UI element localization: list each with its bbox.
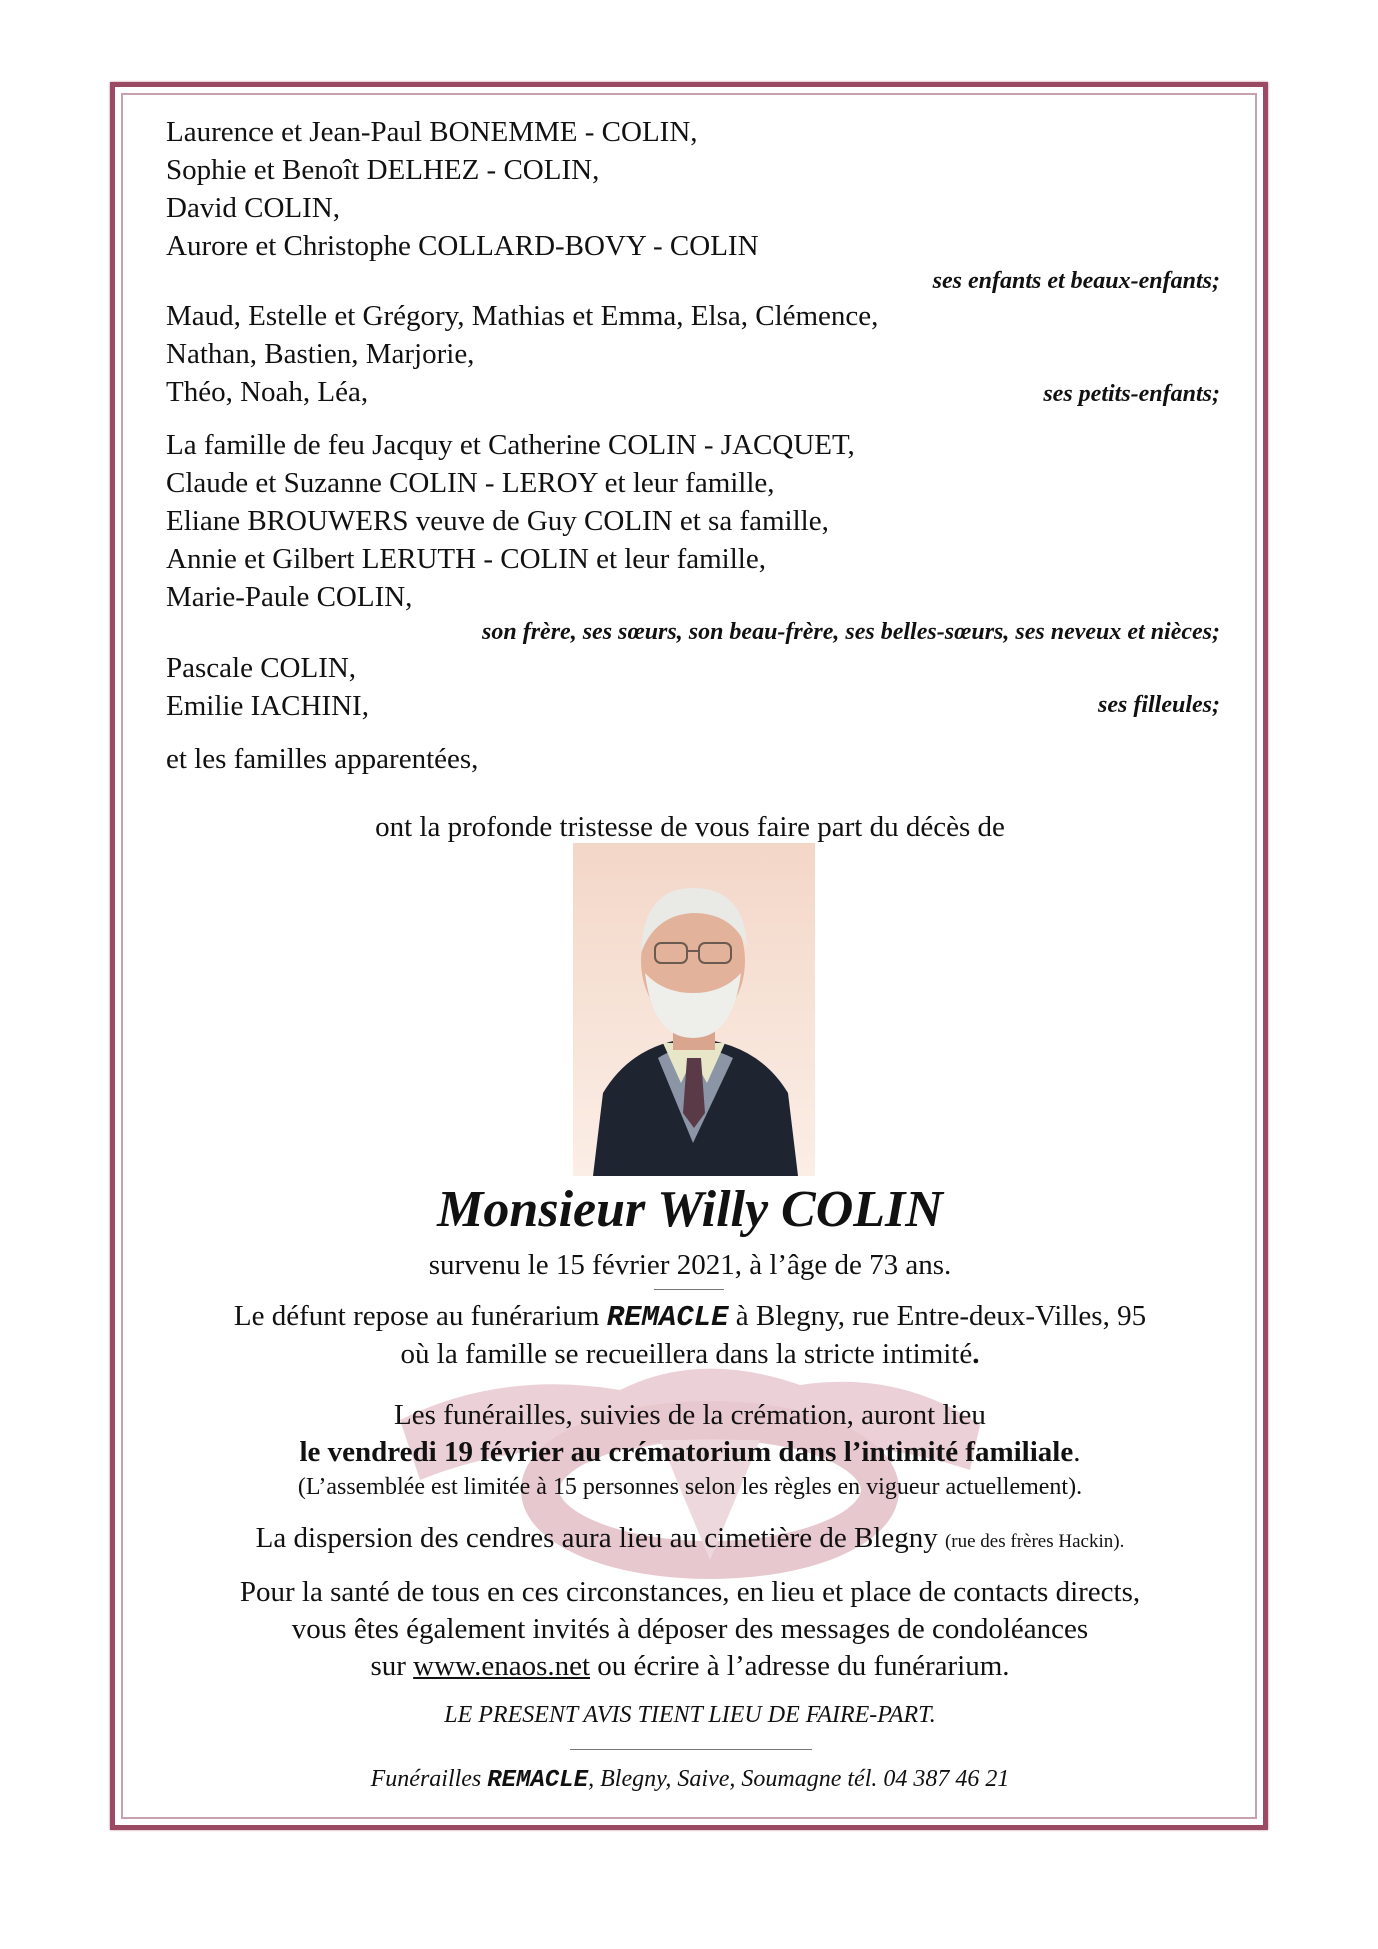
notice: LE PRESENT AVIS TIENT LIEU DE FAIRE-PART.: [444, 1702, 936, 1728]
rest-line-1: [140, 1298, 1240, 1336]
portrait-photo: [573, 843, 815, 1176]
family-line: Emilie IACHINI,: [166, 690, 369, 722]
separator: [654, 1289, 724, 1290]
deceased-name: Monsieur Willy COLIN: [437, 1181, 943, 1238]
relation-label: ses enfants et beaux-enfants;: [932, 268, 1220, 294]
health-line-3: [140, 1648, 1240, 1684]
death-info: survenu le 15 février 2021, à l’âge de 73 ans.: [428, 1249, 952, 1281]
family-line: Annie et Gilbert LERUTH - COLIN et leur famille,: [166, 543, 766, 575]
footer-prefix: Funérailles: [370, 1766, 488, 1792]
rest-prefix: Le défunt repose au funérarium: [233, 1300, 607, 1332]
rest-suffix: à Blegny, rue Entre-deux-Villes, 95: [728, 1300, 1147, 1332]
funeral-date: le vendredi 19 février au crématorium dans l’intimité familiale: [299, 1436, 1074, 1468]
funeral-line-3: (L’assemblée est limitée à 15 personnes selon les règles en vigueur actuellement).: [297, 1474, 1083, 1500]
relation-label: son frère, ses sœurs, son beau-frère, ses belles-sœurs, ses neveux et nièces;: [482, 619, 1220, 645]
health-line-2: vous êtes également invités à déposer des messages de condoléances: [291, 1613, 1089, 1645]
health-line-3-prefix: sur: [370, 1650, 414, 1682]
footer-brand: REMACLE: [487, 1767, 589, 1794]
family-line: Claude et Suzanne COLIN - LEROY et leur famille,: [166, 467, 775, 499]
ashes-line: [140, 1520, 1240, 1560]
health-line-3-suffix: ou écrire à l’adresse du funérarium.: [590, 1650, 1010, 1682]
family-line: Laurence et Jean-Paul BONEMME - COLIN,: [166, 116, 698, 148]
rest-line-2-text: où la famille se recueillera dans la stricte intimité: [400, 1338, 973, 1370]
family-line: Aurore et Christophe COLLARD-BOVY - COLIN: [166, 230, 759, 262]
relation-label: ses petits-enfants;: [1043, 381, 1220, 407]
related-families: et les familles apparentées,: [166, 743, 479, 775]
family-line: Pascale COLIN,: [166, 652, 357, 684]
condolences-link[interactable]: www.enaos.net: [413, 1650, 591, 1682]
funeral-line-1: Les funérailles, suivies de la crémation, auront lieu: [394, 1399, 986, 1431]
family-line: David COLIN,: [166, 192, 340, 224]
family-line: Marie-Paule COLIN,: [166, 581, 413, 613]
family-line: Sophie et Benoît DELHEZ - COLIN,: [166, 154, 600, 186]
family-line: Maud, Estelle et Grégory, Mathias et Emma, Elsa, Clémence,: [166, 300, 879, 332]
funeral-home-name: REMACLE: [606, 1301, 729, 1334]
funeral-line-2-end: .: [1073, 1436, 1081, 1468]
family-line: Théo, Noah, Léa,: [166, 376, 369, 408]
funeral-line-2: [140, 1434, 1240, 1470]
family-line: La famille de feu Jacquy et Catherine COLIN - JACQUET,: [166, 429, 855, 461]
relation-label: ses filleules;: [1098, 692, 1220, 718]
footer-suffix: , Blegny, Saive, Soumagne tél. 04 387 46 21: [588, 1766, 1010, 1792]
announcement: ont la profonde tristesse de vous faire part du décès de: [375, 811, 1005, 843]
ashes-text: La dispersion des cendres aura lieu au cimetière de Blegny: [255, 1522, 945, 1554]
family-line: Eliane BROUWERS veuve de Guy COLIN et sa famille,: [166, 505, 829, 537]
rest-line-2: [140, 1336, 1240, 1372]
ashes-address: (rue des frères Hackin).: [944, 1531, 1125, 1552]
footer-separator: [570, 1749, 812, 1750]
rest-line-2-end: .: [972, 1338, 980, 1370]
family-line: Nathan, Bastien, Marjorie,: [166, 338, 475, 370]
health-line-1: Pour la santé de tous en ces circonstances, en lieu et place de contacts directs,: [239, 1576, 1141, 1608]
footer: [140, 1764, 1240, 1796]
